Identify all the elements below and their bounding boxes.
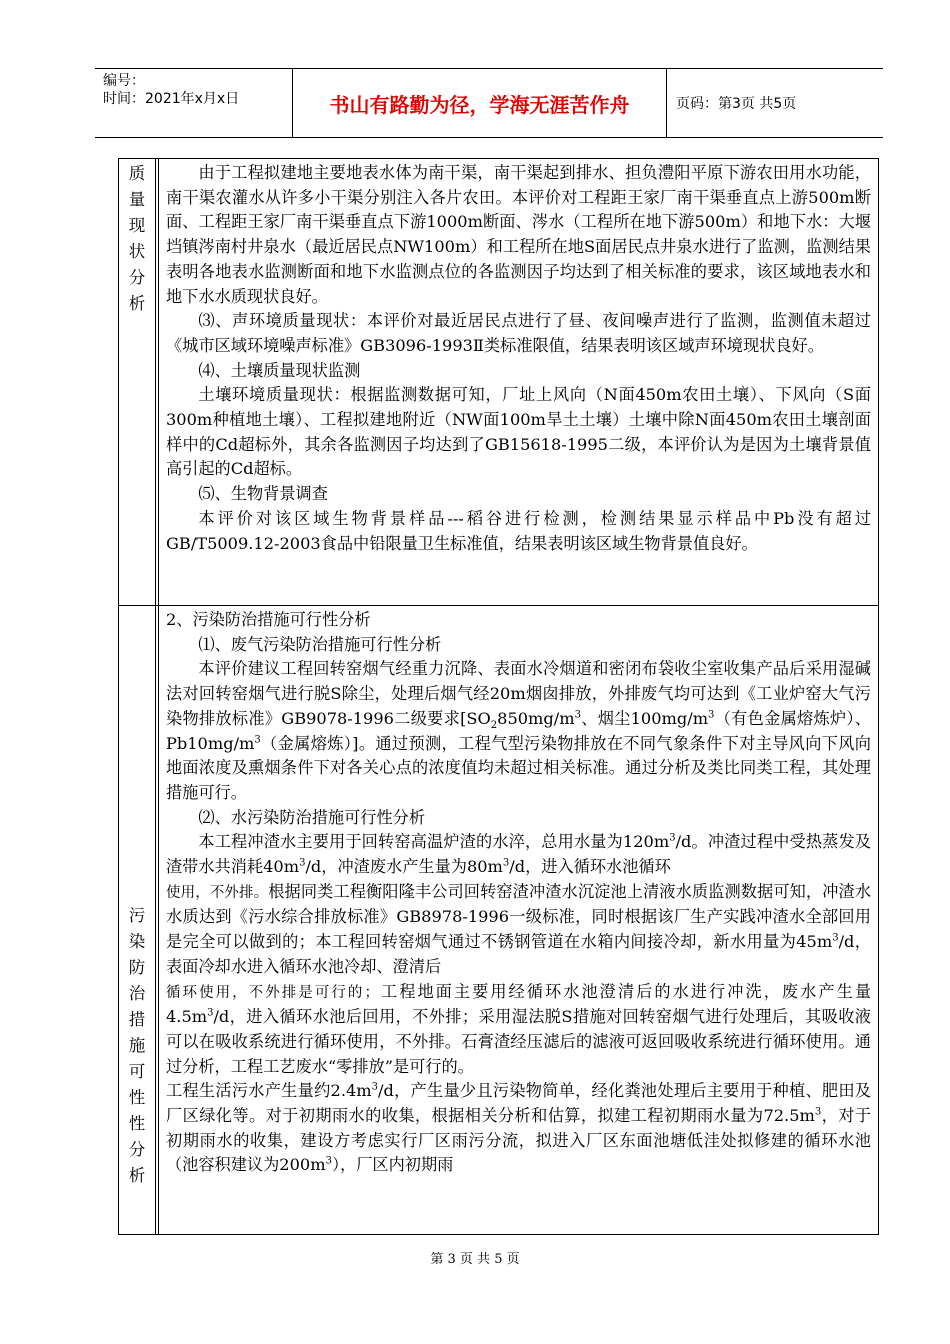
column-divider-inner — [158, 159, 159, 1234]
section-heading: 2、污染防治措施可行性分析 — [166, 610, 371, 629]
pollution-control-content — [166, 608, 871, 1178]
page-footer: 第 3 页 共 5 页 — [430, 1252, 520, 1267]
paragraph-bio: 本评价对该区域生物背景样品---稻谷进行检测，检测结果显示样品中Pb没有超过GB/T5009.12-2003食品中铅限量卫生标准值，结果表明该区域生物背景值良好。 — [166, 508, 871, 553]
quality-status-content — [166, 161, 871, 556]
header-motto: 书山有路勤为径，学海无涯苦作舟 — [293, 69, 667, 137]
number-label: 编号： — [103, 73, 145, 89]
paragraph-air: 本评价建议工程回转窑烟气经重力沉降、表面水冷烟道和密闭布袋收尘室收集产品后采用湿碱法对回转窑烟气进行脱S除尘，处理后烟气经20m烟囱排放，外排废气均可达到《工业炉窑大气污染物排放标准》GB9078-1996二级要求[$SO_2850mg/m^3$、烟尘$100mg/m^3$（有色金属熔炼炉）、$Pb10mg/m^3$（金属熔炼）]。通过预测，工程气型污染物排放在不同气象条件下对主导风向下风向地面浓度及熏烟条件下对各关心点的浓度值均未超过相关标准。通过分析及类比同类工程，其处理措施可行。 — [166, 659, 871, 802]
subheading-water: ⑵、水污染防治措施可行性分析 — [198, 807, 426, 827]
paragraph-bio-heading: ⑸、生物背景调查 — [198, 484, 328, 504]
row-label-quality-status: 质 量 现 状 分 析 — [128, 164, 146, 313]
column-divider — [155, 159, 156, 1234]
subheading-air: ⑴、废气污染防治措施可行性分析 — [198, 634, 442, 654]
paragraph-noise: ⑶、声环境质量现状：本评价对最近居民点进行了昼、夜间噪声进行了监测，监测值未超过《城市区域环境噪声标准》GB3096-1993Ⅱ类标准限值，结果表明该区域声环境现状良好。 — [166, 311, 871, 355]
content-table — [118, 158, 879, 1235]
page-label: 页码：第3页 共5页 — [676, 96, 797, 112]
paragraph-water: 本工程冲渣水主要用于回转窑高温炉渣的水淬，总用水量为$120m^3/d$。冲渣过程中受热蒸发及渣带水共消耗$40m^3/d$，冲渣废水产生量为$80m^3/d$，进入循环水池循环 使用，不外排。根据同类工程衡阳隆丰公司回转窑渣冲渣水沉淀池上清液水质监测数据可知，冲渣水水质达到《污水综合排放标准》GB8978-1996一级标准，同时根据该厂生产实践冲渣水全部回用是完全可以做到的；本工程回转窑烟气通过不锈钢管道在水箱内间接冷却，新水用量为$45m^3/d$，表面冷却水进入循环水池冷却、澄清后 循环使用，不外排是可行的；工程地面主要用经循环水池澄清后的水进行冲洗，废水产生量$4.5m^3/d$，进入循环水池后回用，不外排；采用湿法脱S措施对回转窑烟气进行处理后，其吸收液可以在吸收系统进行循环使用，不外排。石膏渣经压滤后的滤液可返回吸收系统进行循环使用。通过分析，工程工艺废水“零排放”是可行的。 工程生活污水产生量约$2.4m^3/d$，产生量少且污染物简单，经化粪池处理后主要用于种植、肥田及厂区绿化等。对于初期雨水的收集，根据相关分析和估算，拟建工程初期雨水量为$72.5m^3$，对于初期雨水的收集，建设方考虑实行厂区雨污分流，拟进入厂区东面池塘低洼处拟修建的循环水池（池容积建议为$200m^3$），厂区内初期雨 — [166, 832, 872, 1175]
paragraph-surface-water: 由于工程拟建地主要地表水体为南干渠，南干渠起到排水、担负澧阳平原下游农田用水功能，南干渠农灌水从许多小干渠分别注入各片农田。本评价对工程距王家厂南干渠垂直点上游500m断面、工程距王家厂南干渠垂直点下游1000m断面、涔水（工程所在地下游500m）和地下水：大堰垱镇涔南村井泉水（最近居民点NW100m）和工程所在地S面居民点井泉水进行了监测，监测结果表明各地表水监测断面和地下水监测点位的各监测因子均达到了相关标准的要求，该区域地表水和地下水水质现状良好。 — [166, 163, 871, 306]
paragraph-soil: 土壤环境质量现状：根据监测数据可知，厂址上风向（N面450m农田土壤）、下风向（S面300m种植地土壤）、工程拟建地附近（NW面100m旱土土壤）土壤中除N面450m农田土壤剖面样中的Cd超标外，其余各监测因子均达到了GB15618-1995二级，本评价认为是因为土壤背景值高引起的Cd超标。 — [166, 385, 871, 479]
paragraph-soil-heading: ⑷、土壤质量现状监测 — [198, 360, 361, 380]
page-header — [95, 68, 883, 138]
row-label-pollution-control: 污 染 防 治 措 施 可 性 性 分 析 — [128, 906, 146, 1185]
row-divider — [119, 605, 878, 606]
time-label: 时间：2021年x月x日 — [103, 91, 240, 107]
header-meta — [95, 69, 293, 137]
